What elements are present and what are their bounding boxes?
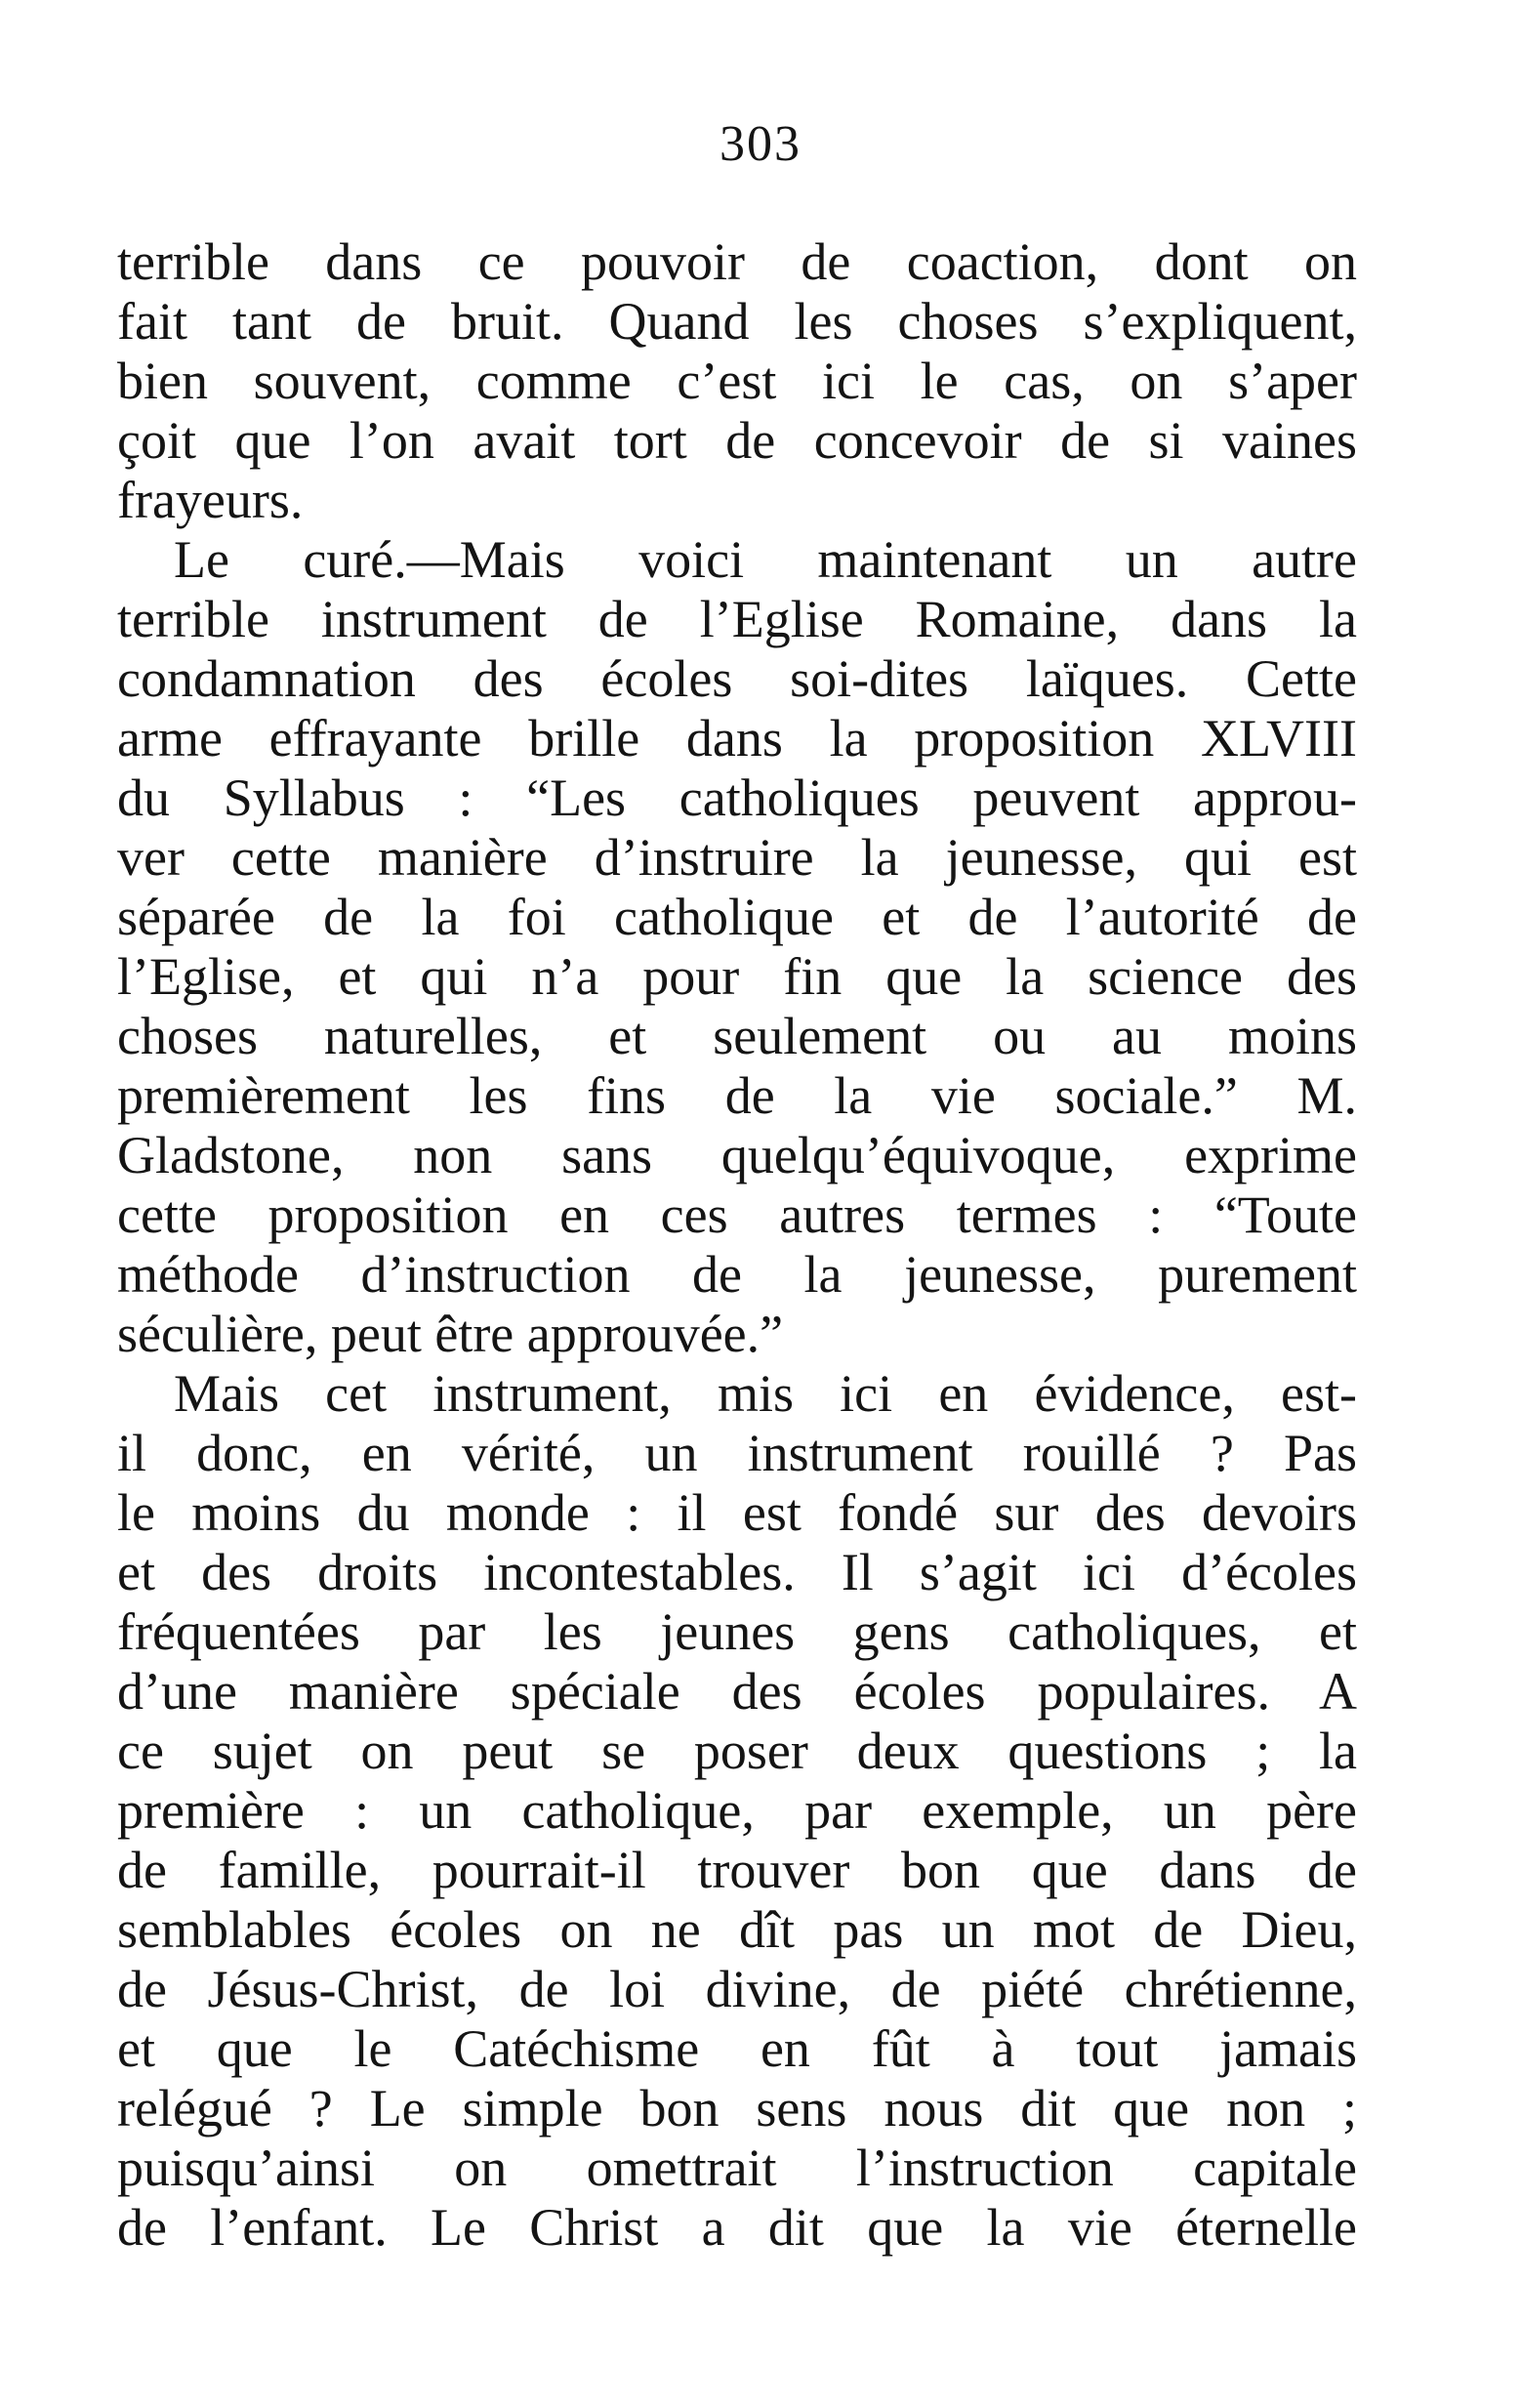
text-line: l’Eglise, et qui n’a pour fin que la science des: [117, 947, 1357, 1006]
text-line: Mais cet instrument, mis ici en évidence, est-: [174, 1364, 1357, 1423]
text-line: séculière, peut être approuvée.”: [117, 1305, 784, 1363]
body-text: [117, 232, 1357, 2258]
text-line: bien souvent, comme c’est ici le cas, on s’aper: [117, 352, 1357, 410]
text-line: première : un catholique, par exemple, un père: [117, 1781, 1357, 1840]
text-line: ce sujet on peut se poser deux questions ; la: [117, 1722, 1357, 1780]
text-line: çoit que l’on avait tort de concevoir de si vaines: [117, 411, 1357, 470]
text-line: il donc, en vérité, un instrument rouillé ? Pas: [117, 1424, 1357, 1482]
text-line: séparée de la foi catholique et de l’autorité de: [117, 888, 1357, 946]
text-line: d’une manière spéciale des écoles populaires. A: [117, 1662, 1357, 1721]
text-line: puisqu’ainsi on omettrait l’instruction capitale: [117, 2138, 1357, 2197]
text-line: fait tant de bruit. Quand les choses s’expliquent,: [117, 292, 1357, 351]
text-line: choses naturelles, et seulement ou au moins: [117, 1007, 1357, 1065]
text-line: le moins du monde : il est fondé sur des devoirs: [117, 1483, 1357, 1542]
text-line: du Syllabus : “Les catholiques peuvent approu-: [117, 768, 1357, 827]
text-line: de famille, pourrait-il trouver bon que dans de: [117, 1841, 1357, 1899]
page-number: 303: [719, 116, 802, 172]
text-line: premièrement les fins de la vie sociale.” M.: [117, 1066, 1357, 1125]
text-line: Le curé.—Mais voici maintenant un autre: [174, 530, 1357, 589]
text-line: méthode d’instruction de la jeunesse, purement: [117, 1245, 1357, 1304]
text-line: et que le Catéchisme en fût à tout jamais: [117, 2019, 1357, 2078]
text-line: terrible dans ce pouvoir de coaction, dont on: [117, 232, 1357, 291]
text-line: Gladstone, non sans quelqu’équivoque, exprime: [117, 1126, 1357, 1184]
text-line: cette proposition en ces autres termes : “Toute: [117, 1185, 1357, 1244]
text-line: relégué ? Le simple bon sens nous dit que non ;: [117, 2079, 1357, 2138]
text-line: fréquentées par les jeunes gens catholiques, et: [117, 1602, 1357, 1661]
text-line: arme effrayante brille dans la proposition XLVIII: [117, 709, 1357, 768]
text-line: frayeurs.: [117, 471, 304, 529]
text-line: condamnation des écoles soi-dites laïques. Cette: [117, 649, 1357, 708]
text-line: terrible instrument de l’Eglise Romaine, dans la: [117, 590, 1357, 648]
text-line: ver cette manière d’instruire la jeunesse, qui est: [117, 828, 1357, 887]
text-line: de l’enfant. Le Christ a dit que la vie éternelle: [117, 2198, 1357, 2257]
text-line: de Jésus-Christ, de loi divine, de piété chrétienne,: [117, 1960, 1357, 2018]
text-line: et des droits incontestables. Il s’agit ici d’écoles: [117, 1543, 1357, 1601]
text-line: semblables écoles on ne dît pas un mot de Dieu,: [117, 1900, 1357, 1959]
